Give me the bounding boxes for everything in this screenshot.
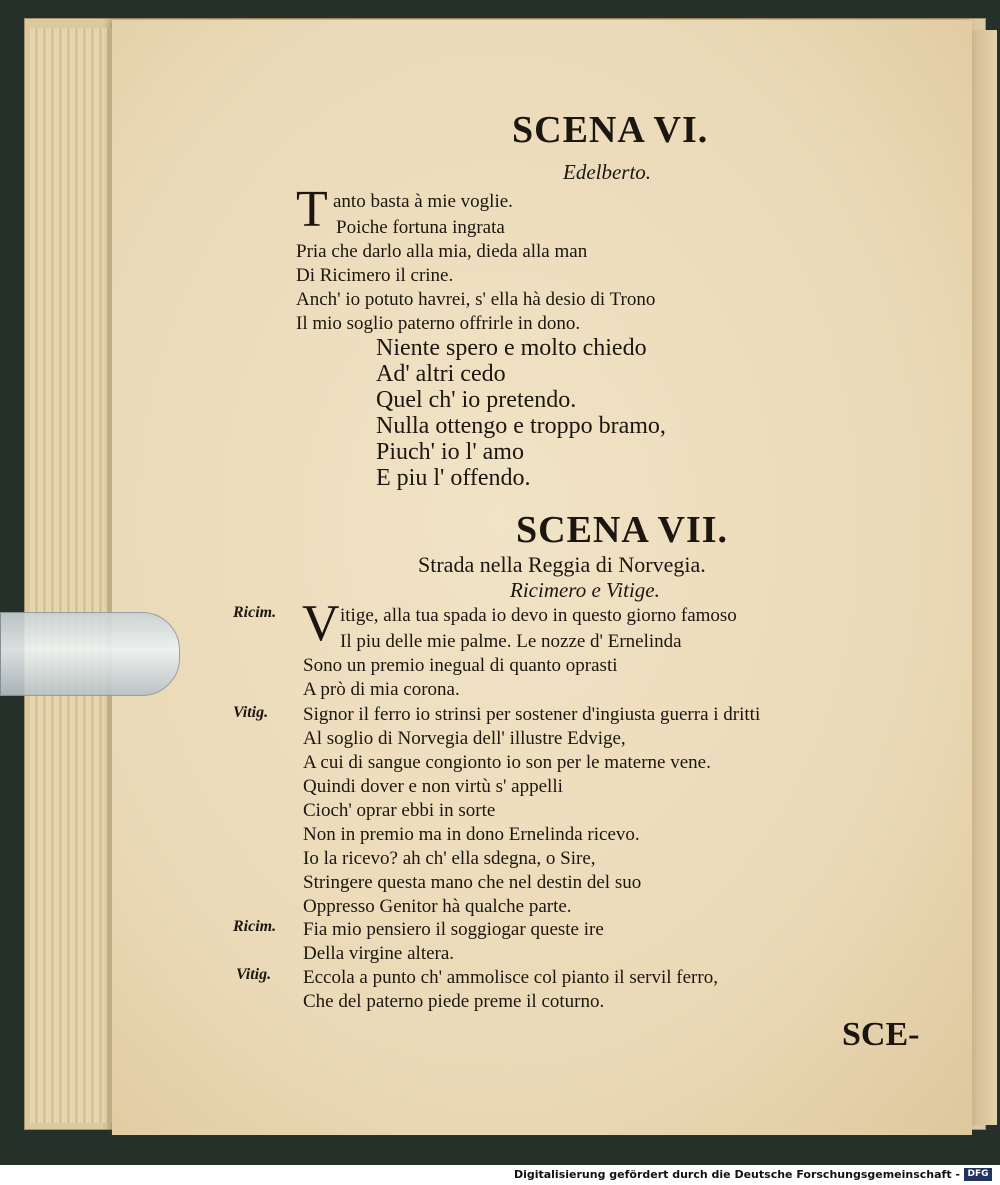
scan-clamp-strip (0, 612, 180, 696)
scene-6-heading: SCENA VI. (512, 109, 709, 151)
dialogue-line: Che del paterno piede preme il coturno. (303, 991, 605, 1012)
catchword: SCE- (842, 1016, 920, 1053)
scene-6-drop-cap: T (296, 181, 328, 238)
scene-7-drop-cap: V (302, 595, 340, 652)
dialogue-line: Cioch' oprar ebbi in sorte (303, 800, 496, 821)
speaker-label: Ricim. (233, 918, 277, 935)
speaker-label: Vitig. (233, 704, 269, 721)
aria-line: Nulla ottengo e troppo bramo, (376, 413, 666, 439)
scene-6-line: anto basta à mie voglie. (333, 191, 513, 212)
scene-7-characters: Ricimero e Vitige. (510, 578, 660, 602)
aria-line: Ad' altri cedo (376, 361, 506, 387)
dialogue-line: Non in premio ma in dono Ernelinda ricevo. (303, 824, 640, 845)
dialogue-line: Sono un premio inegual di quanto oprasti (303, 655, 618, 676)
digitization-credit: Digitalisierung gefördert durch die Deutsche Forschungsgemeinschaft - (513, 1168, 960, 1181)
dialogue-line: A cui di sangue congionto io son per le materne vene. (303, 752, 711, 773)
dialogue-line: Della virgine altera. (303, 943, 455, 964)
dialogue-line: Signor il ferro io strinsi per sostener d'ingiusta guerra i dritti (303, 704, 761, 725)
dialogue-line: Io la ricevo? ah ch' ella sdegna, o Sire, (303, 848, 596, 869)
speaker-label: Ricim. (233, 604, 277, 621)
scene-6-line: Il mio soglio paterno offrirle in dono. (296, 313, 581, 334)
aria-line: E piu l' offendo. (376, 465, 531, 491)
dialogue-line: itige, alla tua spada io devo in questo giorno famoso (340, 605, 737, 626)
speaker-label: Vitig. (236, 966, 272, 983)
dialogue-line: A prò di mia corona. (303, 679, 460, 700)
dialogue-line: Al soglio di Norvegia dell' illustre Edvige, (303, 728, 626, 749)
aria-line: Niente spero e molto chiedo (376, 335, 647, 361)
scene-6-line: Pria che darlo alla mia, dieda alla man (296, 241, 588, 262)
dfg-logo: DFG (964, 1168, 992, 1181)
dialogue-line: Eccola a punto ch' ammolisce col pianto il servil ferro, (303, 967, 718, 988)
scene-6-character: Edelberto. (563, 160, 652, 184)
scene-7-heading: SCENA VII. (516, 509, 729, 551)
dialogue-line: Quindi dover e non virtù s' appelli (303, 776, 563, 797)
digitization-credit-bar (0, 1165, 1000, 1185)
scene-6-line: Poiche fortuna ingrata (336, 217, 505, 238)
dialogue-line: Stringere questa mano che nel destin del suo (303, 872, 642, 893)
scene-7-setting: Strada nella Reggia di Norvegia. (418, 552, 706, 577)
scene-6-line: Anch' io potuto havrei, s' ella hà desio di Trono (296, 289, 656, 310)
scene-6-line: Di Ricimero il crine. (296, 265, 454, 286)
dialogue-line: Fia mio pensiero il soggiogar queste ire (303, 919, 604, 940)
aria-line: Piuch' io l' amo (376, 439, 524, 465)
aria-line: Quel ch' io pretendo. (376, 387, 577, 413)
dialogue-line: Il piu delle mie palme. Le nozze d' Ernelinda (340, 631, 682, 652)
dialogue-line: Oppresso Genitor hà qualche parte. (303, 896, 572, 917)
